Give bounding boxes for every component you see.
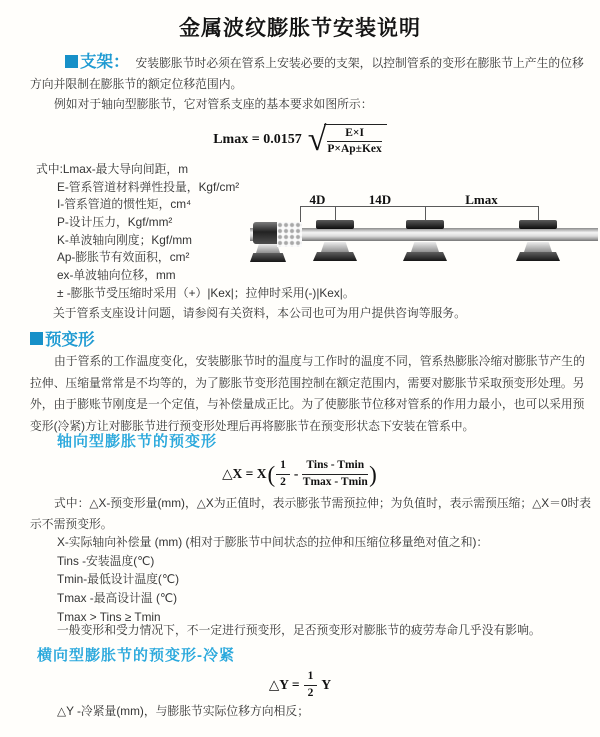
variable-line: ex-单波轴向位移，mm [57, 268, 176, 283]
pipe-guide-support [307, 220, 363, 272]
dimension-tick [538, 206, 539, 221]
lateral-formula-body [269, 670, 331, 699]
lmax-formula [0, 120, 600, 160]
predeform-section-title: 预变形 [45, 331, 95, 349]
variable-line: ± -膨胀节受压缩时采用（+）|Kex|；拉伸时采用(-)|Kex|。 [57, 285, 355, 300]
axial-explain-paragraph: 式中：△X-预变形量(mm)，△X为正值时，表示膨张节需预拉伸；为负值时，表示需预压缩；△X＝0时表示不需预变形。 [30, 496, 592, 531]
variable-line: P-设计压力，Kgf/mm² [57, 215, 173, 230]
dimension-label-14d: 14D [368, 192, 392, 207]
one-half-fraction [304, 670, 318, 699]
variable-line: Ap-膨胀节有效面积，cm² [57, 250, 190, 265]
axial-predeform-header: 轴向型膨胀节的预变形 [57, 433, 218, 450]
pipe-guide-support [397, 220, 453, 272]
support-pedestal [321, 242, 349, 252]
variable-line: Tmin-最低设计温度(℃) [57, 572, 180, 587]
page-title: 金属波纹膨胀节安装说明 [179, 17, 421, 40]
support-pedestal [524, 242, 552, 252]
variable-line: Tmax -最高设计温 (℃) [57, 591, 178, 606]
temperature-fraction [302, 459, 368, 488]
variable-line: Tmax > Tins ≥ Tmin [57, 609, 161, 624]
temperature-numerator: Tins - Tmin [302, 459, 368, 474]
variable-line: K-单波轴向刚度；Kgf/mm [57, 232, 193, 247]
pipe-support-diagram [250, 192, 598, 292]
lateral-rhs: Y [321, 677, 332, 692]
predeform-paragraph: 由于管系的工作温度变化，安装膨胀节时的温度与工作时的温度不同，管系热膨胀冷缩对膨胀节产生的拉伸、压缩量常常是不均等的，为了膨胀节变形范围控制在额定范围内，需要对膨胀节采取预变形处理。另外，由于膨账节刚度是一个定值，与补偿量成正比。为了使膨胀节位移对管系的作用力最小，也可以采用预变形(冷紧)方让对膨胀节进行预变形处理后再将膨胀节在预变形状态下安装在管系中。 [30, 354, 585, 433]
dimension-tick [425, 206, 426, 221]
half-denominator: 2 [280, 475, 286, 488]
section-marker-square [30, 332, 43, 345]
dimension-label-lmax: Lmax [465, 192, 498, 207]
axial-formula-body [222, 459, 378, 488]
lmax-fraction [327, 127, 381, 156]
lmax-fraction-denominator: P×Ap±Kex [327, 143, 382, 155]
support-base [516, 252, 560, 261]
sqrt-sign: √ [307, 121, 327, 158]
lateral-predeform-header: 横向型膨胀节的预变形-冷紧 [37, 647, 235, 664]
support-cap [519, 220, 557, 229]
lmax-formula-body [213, 121, 387, 158]
minus-sign: - [293, 466, 299, 481]
variable-line: E-管系管道材料弹性投量，Kgf/cm² [57, 179, 240, 194]
anchor-base [250, 253, 286, 262]
lateral-formula [0, 670, 600, 700]
bellows-expansion-joint [277, 222, 302, 247]
support-example-line: 例如对于轴向型膨胀节，它对管系支座的基本要求如图所示： [54, 97, 373, 111]
one-half-fraction [276, 459, 290, 488]
support-intro-text: 安装膨胀节时必须在管系上安装必要的支架，以控制管系的变形在膨胀节上产生的位移方向并限制在膨胀节的额定位移范围内。 [30, 56, 584, 91]
predeform-section-header [30, 326, 95, 350]
half-denominator: 2 [307, 686, 314, 699]
lmax-radicand [324, 124, 386, 156]
lmax-fraction-numerator: E×I [327, 127, 381, 142]
axial-lhs: △X = X [222, 466, 267, 481]
dimension-tick [335, 206, 336, 221]
axial-formula [0, 456, 600, 492]
support-cap [406, 220, 444, 229]
support-base [313, 252, 357, 261]
axial-note-line: 一般变形和受力情况下，不一定进行预变形，足否预变形对膨胀节的疲劳寿命几乎没有影响。 [57, 623, 541, 637]
variable-line: I-管系管道的惯性矩，cm⁴ [57, 197, 192, 212]
axial-variable-list [0, 536, 600, 629]
support-intro-paragraph [30, 52, 592, 95]
support-base [403, 252, 447, 261]
pipe-guide-support [510, 220, 566, 272]
dimension-label-4d: 4D [309, 192, 326, 207]
lmax-lhs: Lmax = 0.0157 [213, 132, 302, 147]
section-marker-square [65, 55, 78, 68]
variable-line: X-实际轴向补偿量 (mm) (相对于膨胀节中间状态的拉伸和压缩位移量绝对值之和)： [57, 535, 489, 549]
lateral-note-line: △Y -冷紧量(mm)，与膨胀节实际位移方向相反； [57, 704, 309, 718]
support-cap [316, 220, 354, 229]
variable-line: Tins -安装温度(℃) [57, 553, 155, 568]
lateral-lhs: △Y = [268, 677, 300, 692]
support-section-title: 支架： [80, 53, 130, 71]
support-note-line: 关于管系支座设计问题，请参阅有关资料，本公司也可为用户提供咨询等服务。 [53, 306, 466, 320]
half-numerator: 1 [304, 670, 318, 685]
variable-line: 式中:Lmax-最大导向间距，m [36, 162, 189, 176]
temperature-denominator: Tmax - Tmin [302, 475, 368, 488]
support-pedestal [411, 242, 439, 252]
open-paren: ( [267, 461, 276, 487]
half-numerator: 1 [276, 459, 290, 474]
close-paren: ) [369, 461, 377, 487]
